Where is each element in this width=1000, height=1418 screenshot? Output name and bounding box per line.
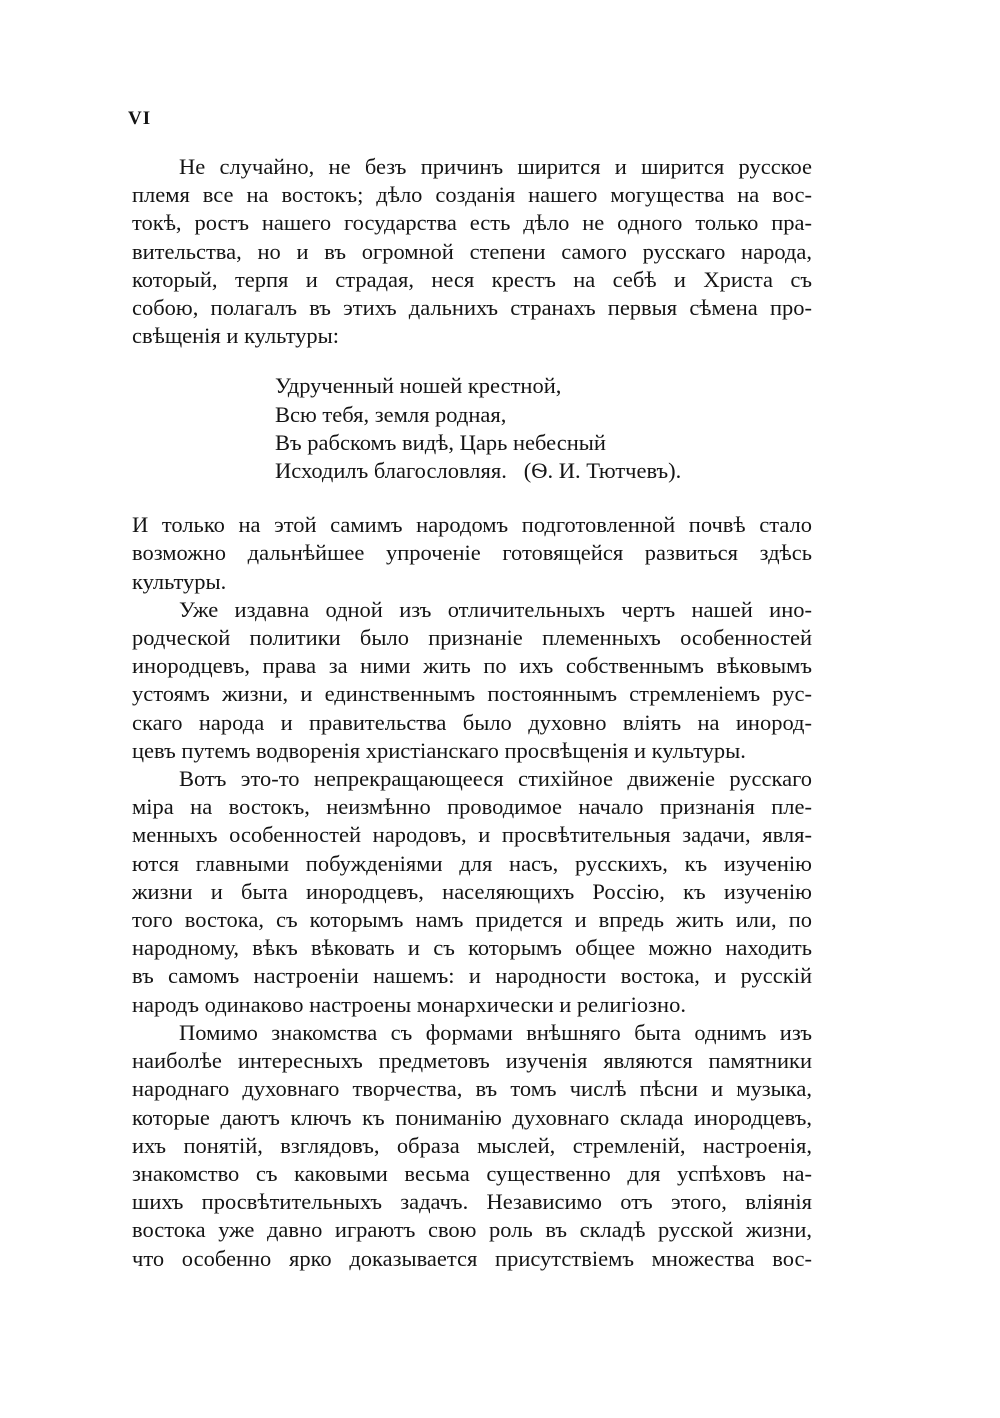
verse-line: Удрученный ношей крестной, <box>275 373 562 399</box>
paragraph-3 <box>132 596 812 765</box>
text-line: ются главными побужденіями для насъ, русскихъ, къ изученію <box>132 850 812 876</box>
text-line: племя все на востокъ; дѣло созданія нашего могущества на вос- <box>132 182 812 208</box>
text-line: И только на этой самимъ народомъ подготовленной почвѣ стало <box>132 512 812 538</box>
paragraph-5 <box>132 1019 812 1273</box>
text-line: міра на востокъ, неизмѣнно проводимое начало признанія пле- <box>132 794 812 820</box>
verse-quote <box>275 372 812 485</box>
page-number: VI <box>128 108 152 129</box>
text-line: свѣщенія и культуры: <box>132 323 339 349</box>
paragraph-1 <box>132 153 812 350</box>
text-line: шихъ просвѣтительныхъ задачъ. Независимо отъ этого, вліянія <box>132 1189 812 1215</box>
text-line: токѣ, ростъ нашего государства есть дѣло не одного только пра- <box>132 210 812 236</box>
text-line: который, терпя и страдая, неся крестъ на себѣ и Христа съ <box>132 266 812 292</box>
text-line: Не случайно, не безъ причинъ ширится и ширится русское <box>179 154 812 179</box>
text-line: родческой политики было признаніе племенныхъ особенностей <box>132 625 812 651</box>
text-line: того востока, съ которымъ намъ придется и впредь жить или, по <box>132 907 812 933</box>
text-line: ихъ понятій, взглядовъ, образа мыслей, стремленій, настроенія, <box>132 1132 812 1158</box>
text-line: востока уже давно играютъ свою роль въ складѣ русской жизни, <box>132 1217 812 1243</box>
text-line: цевъ путемъ водворенія христіанскаго просвѣщенія и культуры. <box>132 737 746 763</box>
paragraph-2 <box>132 511 812 596</box>
body-text <box>132 153 812 1273</box>
text-line: Уже издавна одной изъ отличительныхъ чертъ нашей ино- <box>179 596 812 622</box>
paragraph-4 <box>132 765 812 1019</box>
text-line: возможно дальнѣйшее упроченіе готовящейся развиться здѣсь <box>132 540 812 566</box>
text-line: въ самомъ настроеніи нашемъ: и народности востока, и русскій <box>132 963 812 989</box>
text-line: инородцевъ, права за ними жить по ихъ собственнымъ вѣковымъ <box>132 653 812 679</box>
text-line: устоямъ жизни, и единственнымъ постояннымъ стремленіемъ рус- <box>132 681 812 707</box>
text-line: Вотъ это-то непрекращающееся стихійное движеніе русскаго <box>179 766 812 792</box>
text-line: что особенно ярко доказывается присутствіемъ множества вос- <box>132 1245 812 1271</box>
text-line: которые даютъ ключъ къ пониманію духовнаго склада инородцевъ, <box>132 1104 812 1130</box>
text-line: народъ одинаково настроены монархически и религіозно. <box>132 991 686 1017</box>
text-line: народнаго духовнаго творчества, въ томъ числѣ пѣсни и музыка, <box>132 1076 812 1102</box>
text-line: народному, вѣкъ вѣковать и съ которымъ общее можно находить <box>132 935 812 961</box>
text-line: знакомство съ каковыми весьма существенно для успѣховъ на- <box>132 1160 812 1186</box>
verse-line: Въ рабскомъ видѣ, Царь небесный <box>275 429 606 455</box>
text-line: наиболѣе интересныхъ предметовъ изученія являются памятники <box>132 1048 812 1074</box>
verse-line: Всю тебя, земля родная, <box>275 401 507 427</box>
text-line: вительства, но и въ огромной степени самого русскаго народа, <box>132 238 812 264</box>
text-line: скаго народа и правительства было духовно вліять на инород- <box>132 709 812 735</box>
verse-line: Исходилъ благословляя. (Ѳ. И. Тютчевъ). <box>275 458 682 484</box>
text-line: жизни и быта инородцевъ, населяющихъ Россію, къ изученію <box>132 878 812 904</box>
text-line: менныхъ особенностей народовъ, и просвѣтительныя задачи, явля- <box>132 822 812 848</box>
text-line: собою, полагалъ въ этихъ дальнихъ странахъ первыя сѣмена про- <box>132 295 812 321</box>
text-line: Помимо знакомства съ формами внѣшняго быта однимъ изъ <box>179 1019 812 1045</box>
text-line: культуры. <box>132 568 227 594</box>
